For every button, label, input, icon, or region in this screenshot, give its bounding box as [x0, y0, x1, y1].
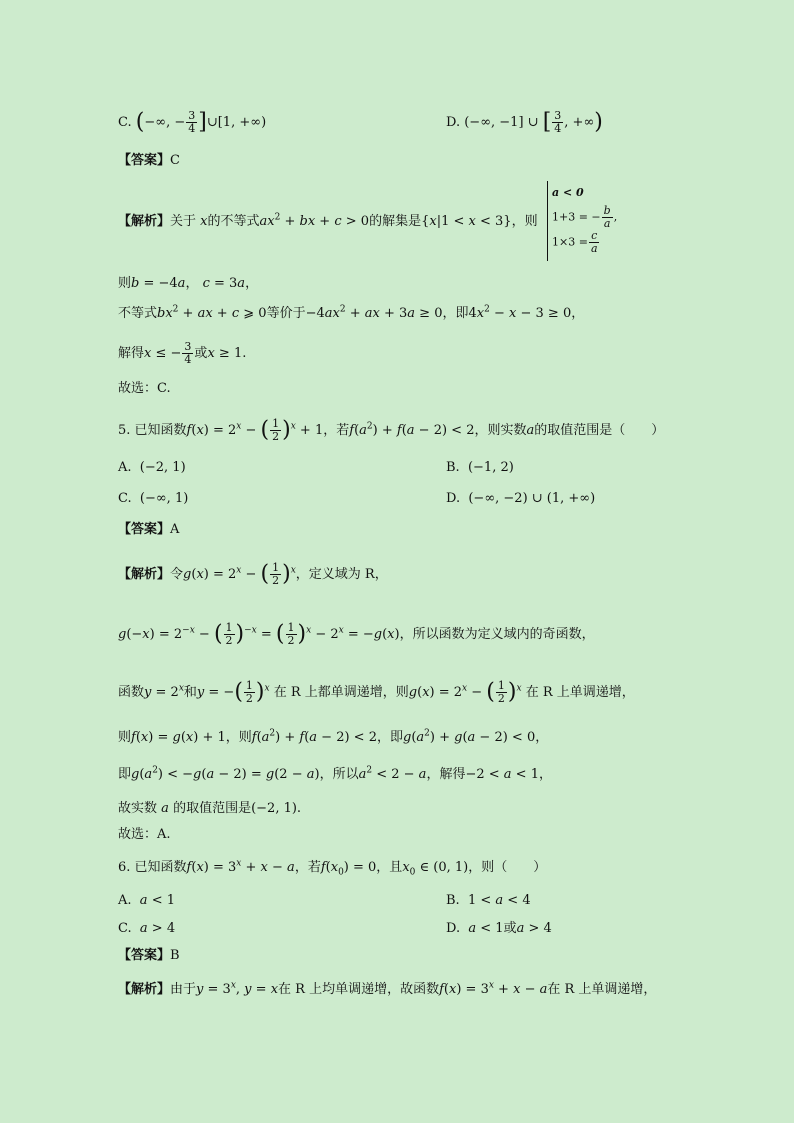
q4-option-d: D. (−∞, −1] ∪ [ $\frac{3}{4}$ , +∞) — [446, 109, 603, 135]
q4-option-c: C. (−∞, − $\frac{3}{4}$ ]∪[1, +∞) — [118, 109, 267, 135]
q6-option-a: A. a < 1 — [118, 893, 175, 908]
q5-option-c: C. (−∞, 1) — [118, 491, 189, 506]
q5-analysis-line2: $g(-x) = 2^{-x}$ − ( $\frac{1}{2}$ )$^{-x}$ = ( $\frac{1}{2}$ )$^x - 2^x = -g(x)$，所以函数为定义域内的奇函数， — [118, 621, 595, 647]
q5-analysis-line1: 【解析】令$g(x) = 2^x$ − ( $\frac{1}{2}$ )$^x$，定义域为 R， — [118, 561, 388, 587]
q5-final: 故选：A. — [118, 827, 171, 842]
q6-analysis-line1: 【解析】由于$y = 3^x$, y = x在 R 上均单调递增，故函数$f(x) = 3^x + x - a$在 R 上单调递增， — [118, 980, 657, 997]
q6-option-c: C. a > 4 — [118, 921, 176, 936]
q6-answer: 【答案】B — [118, 948, 180, 963]
q5-analysis-line5: 即$g(a^2) < -g(a - 2) = g(2 - a)$，所以$a^2 < 2 - a$，解得−2 < a < 1， — [118, 765, 552, 782]
q5-stem: 5. 已知函数$f(x) = 2^x$ − ( $\frac{1}{2}$ )$^x$ + 1，若$f(a^2) + f(a - 2) < 2$，则实数a的取值范围是（ ） — [118, 417, 665, 443]
q4-answer: 【答案】C — [118, 153, 180, 168]
q4-final: 故选：C. — [118, 381, 171, 396]
q6-option-b: B. 1 < a < 4 — [446, 893, 531, 908]
q4-equation-system: a < 0 1+3 = − $\frac{b}{a}$ , 1×3 = $\frac{c}{a}$ — [547, 181, 622, 261]
q4-analysis-line2: 则b = −4a， c = 3a， — [118, 276, 259, 291]
q5-answer: 【答案】A — [118, 522, 180, 537]
q4-analysis-line4: 解得x ≤ − $\frac{3}{4}$ 或x ≥ 1. — [118, 340, 247, 366]
q4-analysis-line1: 【解析】关于 x的不等式$ax^2$ + bx + c > 0的解集是{x|1 < x < 3}，则 — [118, 212, 538, 229]
q5-option-a: A. (−2, 1) — [118, 460, 186, 475]
q5-option-d: D. (−∞, −2) ∪ (1, +∞) — [446, 491, 596, 506]
q6-option-d: D. a < 1或a > 4 — [446, 921, 552, 936]
q5-analysis-line3: 函数$y = 2^x$和y = −( $\frac{1}{2}$ )$^x$ 在 R 上都单调递增，则$g(x) = 2^x$ − ( $\frac{1}{2}$ )$^x$ 在 R 上单调递增， — [118, 679, 635, 705]
q4-analysis-line3: 不等式$bx^2$ + ax + c ⩾ 0等价于$-4ax^2$ + ax + 3a ≥ 0，即$4x^2 - x - 3 \ge 0$， — [118, 304, 585, 321]
q5-analysis-line4: 则f(x) = g(x) + 1，则$f(a^2) + f(a - 2) < 2$，即$g(a^2) + g(a - 2) < 0$， — [118, 728, 549, 745]
q6-stem: 6. 已知函数$f(x) = 3^x + x - a$，若$f(x_0) = 0$，且$x_0$ ∈ (0, 1)，则（ ） — [118, 858, 547, 878]
q5-option-b: B. (−1, 2) — [446, 460, 514, 475]
q5-analysis-line6: 故实数 a 的取值范围是(−2, 1). — [118, 801, 302, 816]
